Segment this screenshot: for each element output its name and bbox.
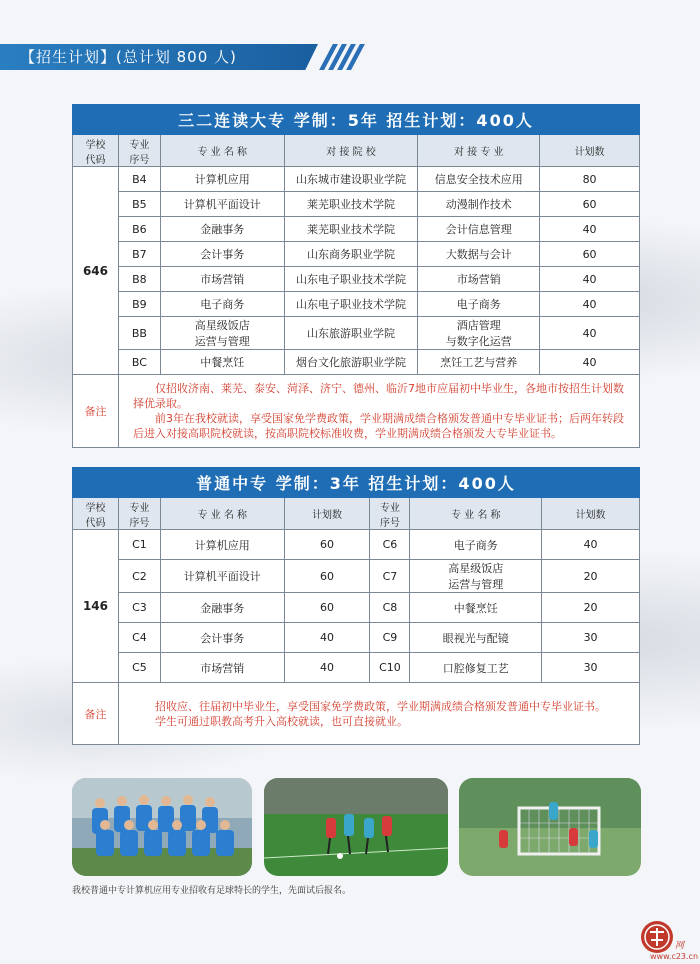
goal-photo [459, 778, 641, 876]
partner-college: 山东旅游职业学院 [284, 317, 418, 350]
column-header: 专 业 名 称 [410, 498, 542, 530]
major-name: 金融事务 [160, 217, 284, 242]
match-photo [264, 778, 448, 876]
major-number: C7 [370, 560, 410, 593]
table-row [73, 242, 640, 267]
major-number: BB [118, 317, 160, 350]
team-photo [72, 778, 252, 876]
table-row [73, 167, 640, 192]
major-name: 中餐烹饪 [410, 593, 542, 623]
partner-college: 山东电子职业技术学院 [284, 292, 418, 317]
partner-major: 信息安全技术应用 [418, 167, 540, 192]
column-header: 对 接 专 业 [418, 135, 540, 167]
plan-count: 20 [542, 593, 640, 623]
table-row [73, 593, 640, 623]
table-row [73, 192, 640, 217]
major-name: 金融事务 [160, 593, 284, 623]
column-header: 专业 序号 [370, 498, 410, 530]
plan-count: 60 [284, 530, 370, 560]
table-row [73, 292, 640, 317]
plan-count: 40 [284, 653, 370, 683]
plan-count: 40 [540, 267, 640, 292]
photo-caption: 我校普通中专计算机应用专业招收有足球特长的学生，先面试后报名。 [72, 886, 352, 896]
major-number: C3 [118, 593, 160, 623]
major-name: 中餐烹饪 [160, 350, 284, 375]
major-name: 高星级饭店 运营与管理 [160, 317, 284, 350]
partner-major: 酒店管理 与数字化运营 [418, 317, 540, 350]
major-number: B4 [118, 167, 160, 192]
column-header: 专业 序号 [118, 498, 160, 530]
major-number: BC [118, 350, 160, 375]
major-number: C5 [118, 653, 160, 683]
partner-college: 山东城市建设职业学院 [284, 167, 418, 192]
column-header: 专业 序号 [118, 135, 160, 167]
plan-count: 60 [284, 593, 370, 623]
note-text: 招收应、往届初中毕业生，享受国家免学费政策，学业期满成绩合格颁发普通中专毕业证书。 学生可通过职教高考升入高校就读，也可直接就业。 [118, 683, 639, 745]
major-name: 市场营销 [160, 267, 284, 292]
plan-count: 60 [284, 560, 370, 593]
column-header: 学校 代码 [73, 498, 119, 530]
table-row [73, 653, 640, 683]
watermark-url: www.c23.cn [650, 952, 699, 961]
column-header: 专 业 名 称 [160, 498, 284, 530]
table-title: 普通中专 学制：3年 招生计划：400人 [73, 468, 640, 498]
partner-major: 会计信息管理 [418, 217, 540, 242]
major-name: 计算机应用 [160, 167, 284, 192]
major-number: C1 [118, 530, 160, 560]
major-number: B8 [118, 267, 160, 292]
table-row [73, 560, 640, 593]
partner-major: 烹饪工艺与营养 [418, 350, 540, 375]
table-row [73, 217, 640, 242]
table-five-year [72, 104, 640, 448]
partner-college: 莱芜职业技术学院 [284, 192, 418, 217]
major-number: C8 [370, 593, 410, 623]
partner-college: 烟台文化旅游职业学院 [284, 350, 418, 375]
page-title: 【招生计划】(总计划 800 人) [20, 48, 237, 66]
major-name: 市场营销 [160, 653, 284, 683]
table-row [73, 350, 640, 375]
partner-major: 动漫制作技术 [418, 192, 540, 217]
major-name: 计算机平面设计 [160, 192, 284, 217]
partner-college: 莱芜职业技术学院 [284, 217, 418, 242]
partner-major: 市场营销 [418, 267, 540, 292]
column-header: 学校 代码 [73, 135, 119, 167]
major-number: C9 [370, 623, 410, 653]
plan-count: 30 [542, 623, 640, 653]
partner-major: 大数据与会计 [418, 242, 540, 267]
major-number: C2 [118, 560, 160, 593]
major-name: 口腔修复工艺 [410, 653, 542, 683]
column-header: 计划数 [542, 498, 640, 530]
plan-count: 40 [540, 317, 640, 350]
school-code: 646 [73, 167, 119, 375]
table-row [73, 317, 640, 350]
major-name: 眼视光与配镜 [410, 623, 542, 653]
major-name: 电子商务 [410, 530, 542, 560]
plan-count: 30 [542, 653, 640, 683]
school-code: 146 [73, 530, 119, 683]
partner-college: 山东商务职业学院 [284, 242, 418, 267]
major-number: B9 [118, 292, 160, 317]
note-label: 备注 [73, 375, 119, 448]
watermark-site: 网 [675, 941, 685, 951]
major-number: B5 [118, 192, 160, 217]
major-number: B7 [118, 242, 160, 267]
plan-count: 60 [540, 242, 640, 267]
major-number: C10 [370, 653, 410, 683]
major-number: C4 [118, 623, 160, 653]
plan-count: 40 [540, 292, 640, 317]
table-row [73, 530, 640, 560]
major-name: 会计事务 [160, 623, 284, 653]
plan-count: 40 [284, 623, 370, 653]
table-row [73, 623, 640, 653]
note-text: 仅招收济南、莱芜、泰安、菏泽、济宁、德州、临沂7地市应届初中毕业生，各地市按招生计划数择优录取。 前3年在我校就读，享受国家免学费政策，学业期满成绩合格颁发普通中专毕业证书；后两年转段后进入对接高职院校就读，按高职院校标准收费，学业期满成绩合格颁发大专毕业证书。 [118, 375, 639, 448]
partner-major: 电子商务 [418, 292, 540, 317]
plan-count: 60 [540, 192, 640, 217]
major-name: 计算机应用 [160, 530, 284, 560]
partner-college: 山东电子职业技术学院 [284, 267, 418, 292]
plan-count: 20 [542, 560, 640, 593]
plan-count: 40 [540, 350, 640, 375]
note-label: 备注 [73, 683, 119, 745]
plan-count: 80 [540, 167, 640, 192]
table-row [73, 267, 640, 292]
header-stripes [320, 44, 360, 70]
column-header: 对 接 院 校 [284, 135, 418, 167]
watermark-seal-icon [640, 920, 674, 954]
major-number: B6 [118, 217, 160, 242]
table-title: 三二连读大专 学制：5年 招生计划：400人 [73, 105, 640, 135]
major-name: 计算机平面设计 [160, 560, 284, 593]
major-name: 电子商务 [160, 292, 284, 317]
major-number: C6 [370, 530, 410, 560]
major-name: 会计事务 [160, 242, 284, 267]
column-header: 专 业 名 称 [160, 135, 284, 167]
plan-count: 40 [540, 217, 640, 242]
table-three-year [72, 467, 640, 745]
column-header: 计划数 [540, 135, 640, 167]
plan-count: 40 [542, 530, 640, 560]
column-header: 计划数 [284, 498, 370, 530]
major-name: 高星级饭店 运营与管理 [410, 560, 542, 593]
